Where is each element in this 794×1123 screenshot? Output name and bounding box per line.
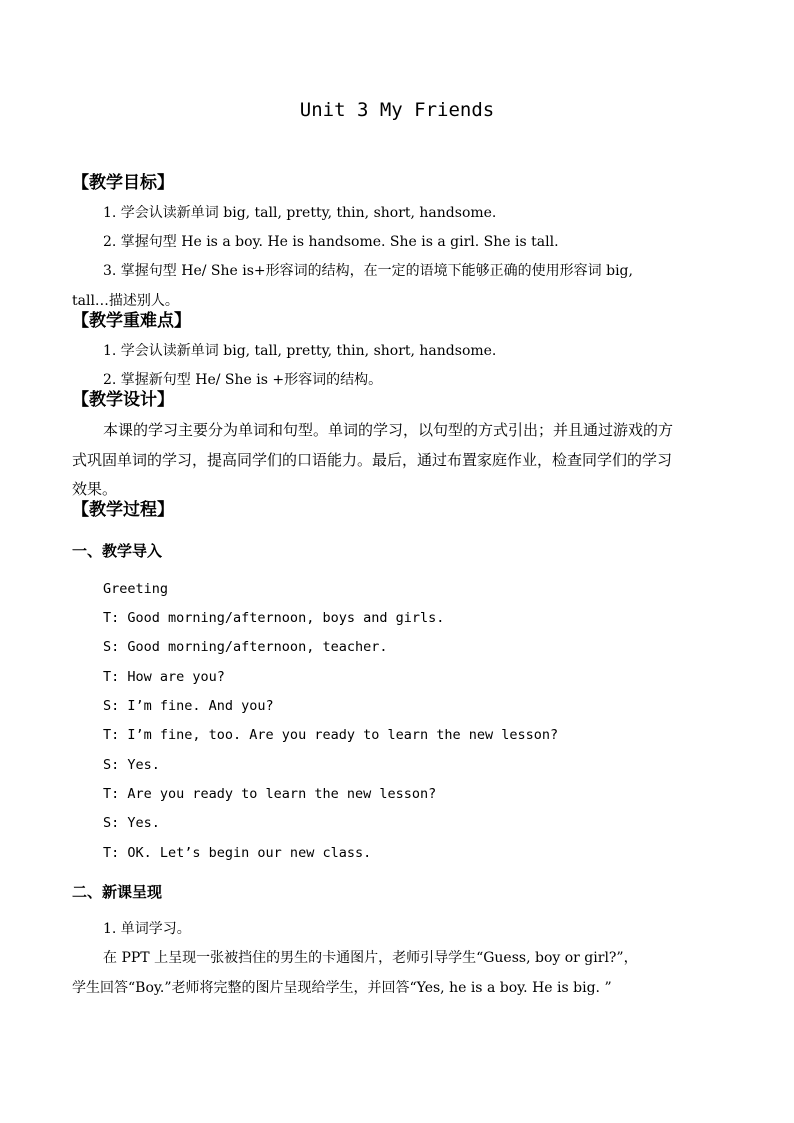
dialogue-line: S: I’m fine. And you? xyxy=(103,698,274,714)
subsection-heading-new-lesson: 二、新课呈现 xyxy=(72,883,163,901)
lesson-paragraph-line: 在 PPT 上呈现一张被挡住的男生的卡通图片，老师引导学生“Guess, boy or girl?”， xyxy=(103,950,638,966)
design-paragraph-line: 效果。 xyxy=(72,480,118,498)
objective-item: 2. 掌握句型 He is a boy. He is handsome. She is a girl. She is tall. xyxy=(103,234,559,250)
section-heading-process: 【教学过程】 xyxy=(72,500,174,520)
lesson-paragraph-line: 1. 单词学习。 xyxy=(103,921,191,937)
dialogue-line: T: OK. Let’s begin our new class. xyxy=(103,845,372,861)
design-paragraph-line: 本课的学习主要分为单词和句型。单词的学习，以句型的方式引出；并且通过游戏的方 xyxy=(103,421,674,439)
section-heading-design: 【教学设计】 xyxy=(72,390,174,410)
key-point-item: 1. 学会认读新单词 big, tall, pretty, thin, short, handsome. xyxy=(103,343,497,359)
lesson-paragraph-line: 学生回答“Boy.”老师将完整的图片呈现给学生，并回答“Yes, he is a boy. He is big. ” xyxy=(72,980,612,996)
section-heading-objectives: 【教学目标】 xyxy=(72,173,174,193)
objective-item: 1. 学会认读新单词 big, tall, pretty, thin, short, handsome. xyxy=(103,205,497,221)
document-title: Unit 3 My Friends xyxy=(299,99,495,121)
dialogue-line: S: Yes. xyxy=(103,757,160,773)
objective-item: 3. 掌握句型 He/ She is+形容词的结构，在一定的语境下能够正确的使用形容词 big, xyxy=(103,263,633,279)
subsection-heading-intro: 一、教学导入 xyxy=(72,542,163,560)
dialogue-line: T: Good morning/afternoon, boys and girls. xyxy=(103,610,445,626)
dialogue-line: Greeting xyxy=(103,581,169,597)
key-point-item: 2. 掌握新句型 He/ She is +形容词的结构。 xyxy=(103,372,383,388)
dialogue-line: T: How are you? xyxy=(103,669,225,685)
dialogue-line: S: Good morning/afternoon, teacher. xyxy=(103,639,388,655)
dialogue-line: T: I’m fine, too. Are you ready to learn the new lesson? xyxy=(103,727,559,743)
dialogue-line: T: Are you ready to learn the new lesson? xyxy=(103,786,437,802)
dialogue-line: S: Yes. xyxy=(103,815,160,831)
objective-item-continuation: tall…描述别人。 xyxy=(72,293,179,309)
design-paragraph-line: 式巩固单词的学习，提高同学们的口语能力。最后，通过布置家庭作业，检查同学们的学习 xyxy=(72,451,673,469)
section-heading-key-points: 【教学重难点】 xyxy=(72,311,191,331)
